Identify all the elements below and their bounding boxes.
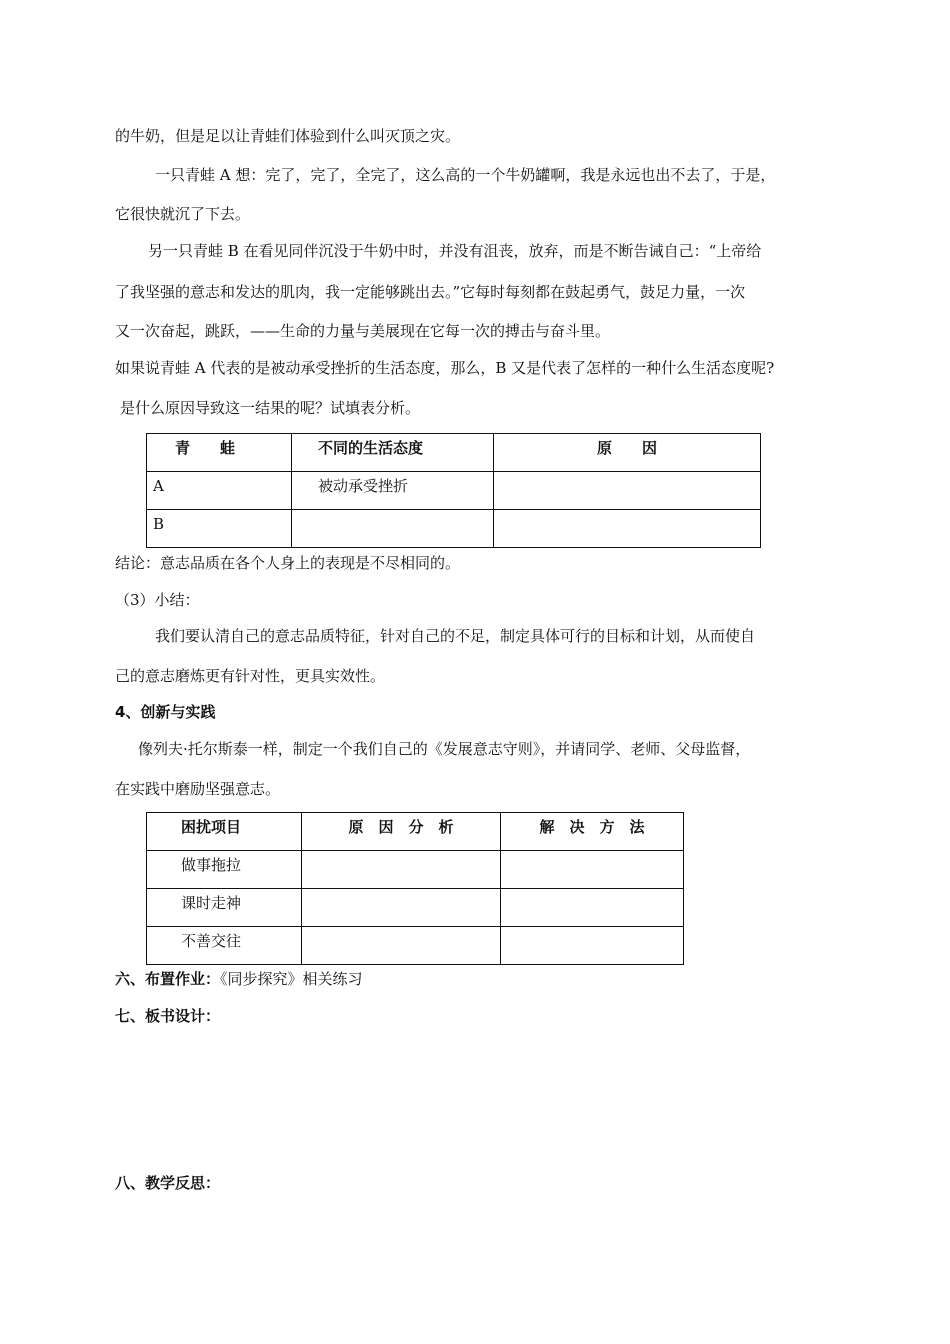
homework-line — [115, 969, 363, 989]
table-header: 不同的生活态度 — [292, 434, 494, 472]
table-header: 青 蛙 — [147, 434, 292, 472]
paragraph-line: 了我坚强的意志和发达的肌肉，我一定能够跳出去。”它每时每刻都在鼓起勇气，鼓足力量，一次 — [115, 283, 746, 301]
paragraph-line: 一只青蛙 A 想：完了，完了，全完了，这么高的一个牛奶罐啊，我是永远也出不去了，于是， — [155, 166, 776, 184]
section-heading: 4、创新与实践 — [115, 703, 216, 721]
paragraph-line: 像列夫·托尔斯泰一样，制定一个我们自己的《发展意志守则》，并请同学、老师、父母监督， — [138, 740, 751, 758]
paragraph-line: 的牛奶，但是足以让青蛙们体验到什么叫灭顶之灾。 — [115, 127, 461, 145]
paragraph-line: 我们要认清自己的意志品质特征，针对自己的不足，制定具体可行的目标和计划，从而使自 — [155, 627, 756, 645]
table-cell — [302, 927, 501, 965]
table-header: 解 决 方 法 — [501, 813, 684, 851]
paragraph-line: 它很快就沉了下去。 — [115, 205, 251, 223]
paragraph-line: 在实践中磨励坚强意志。 — [115, 780, 281, 798]
reflection-heading: 八、教学反思： — [115, 1174, 221, 1192]
table-header: 困扰项目 — [147, 813, 302, 851]
paragraph-line: 另一只青蛙 B 在看见同伴沉没于牛奶中时，并没有沮丧，放弃，而是不断告诫自己：“上帝给 — [148, 242, 762, 260]
table-cell — [292, 510, 494, 548]
table-header: 原 因 分 析 — [302, 813, 501, 851]
table-cell: A — [147, 472, 292, 510]
table-cell: 不善交往 — [147, 927, 302, 965]
table-cell — [302, 889, 501, 927]
question-line: 是什么原因导致这一结果的呢？试填表分析。 — [120, 399, 421, 417]
table-header: 原 因 — [494, 434, 761, 472]
table-cell: 做事拖拉 — [147, 851, 302, 889]
board-design-heading: 七、板书设计： — [115, 1007, 221, 1025]
frog-attitude-table — [146, 433, 761, 548]
table-cell: 被动承受挫折 — [292, 472, 494, 510]
summary-title: （3）小结： — [115, 591, 200, 609]
table-cell — [494, 510, 761, 548]
table-cell: 课时走神 — [147, 889, 302, 927]
conclusion-line: 结论：意志品质在各个人身上的表现是不尽相同的。 — [115, 554, 461, 572]
paragraph-line: 己的意志磨炼更有针对性，更具实效性。 — [115, 667, 386, 685]
table-cell — [501, 927, 684, 965]
homework-text: 《同步探究》相关练习 — [220, 970, 363, 988]
table-cell — [302, 851, 501, 889]
trouble-table — [146, 812, 684, 965]
paragraph-line: 又一次奋起，跳跃，——生命的力量与美展现在它每一次的搏击与奋斗里。 — [115, 322, 611, 340]
homework-label: 六、布置作业： — [115, 970, 221, 988]
table-cell — [494, 472, 761, 510]
table-cell — [501, 889, 684, 927]
question-line: 如果说青蛙 A 代表的是被动承受挫折的生活态度，那么，B 又是代表了怎样的一种什么生活态度呢? — [115, 359, 775, 377]
table-cell — [501, 851, 684, 889]
table-cell: B — [147, 510, 292, 548]
